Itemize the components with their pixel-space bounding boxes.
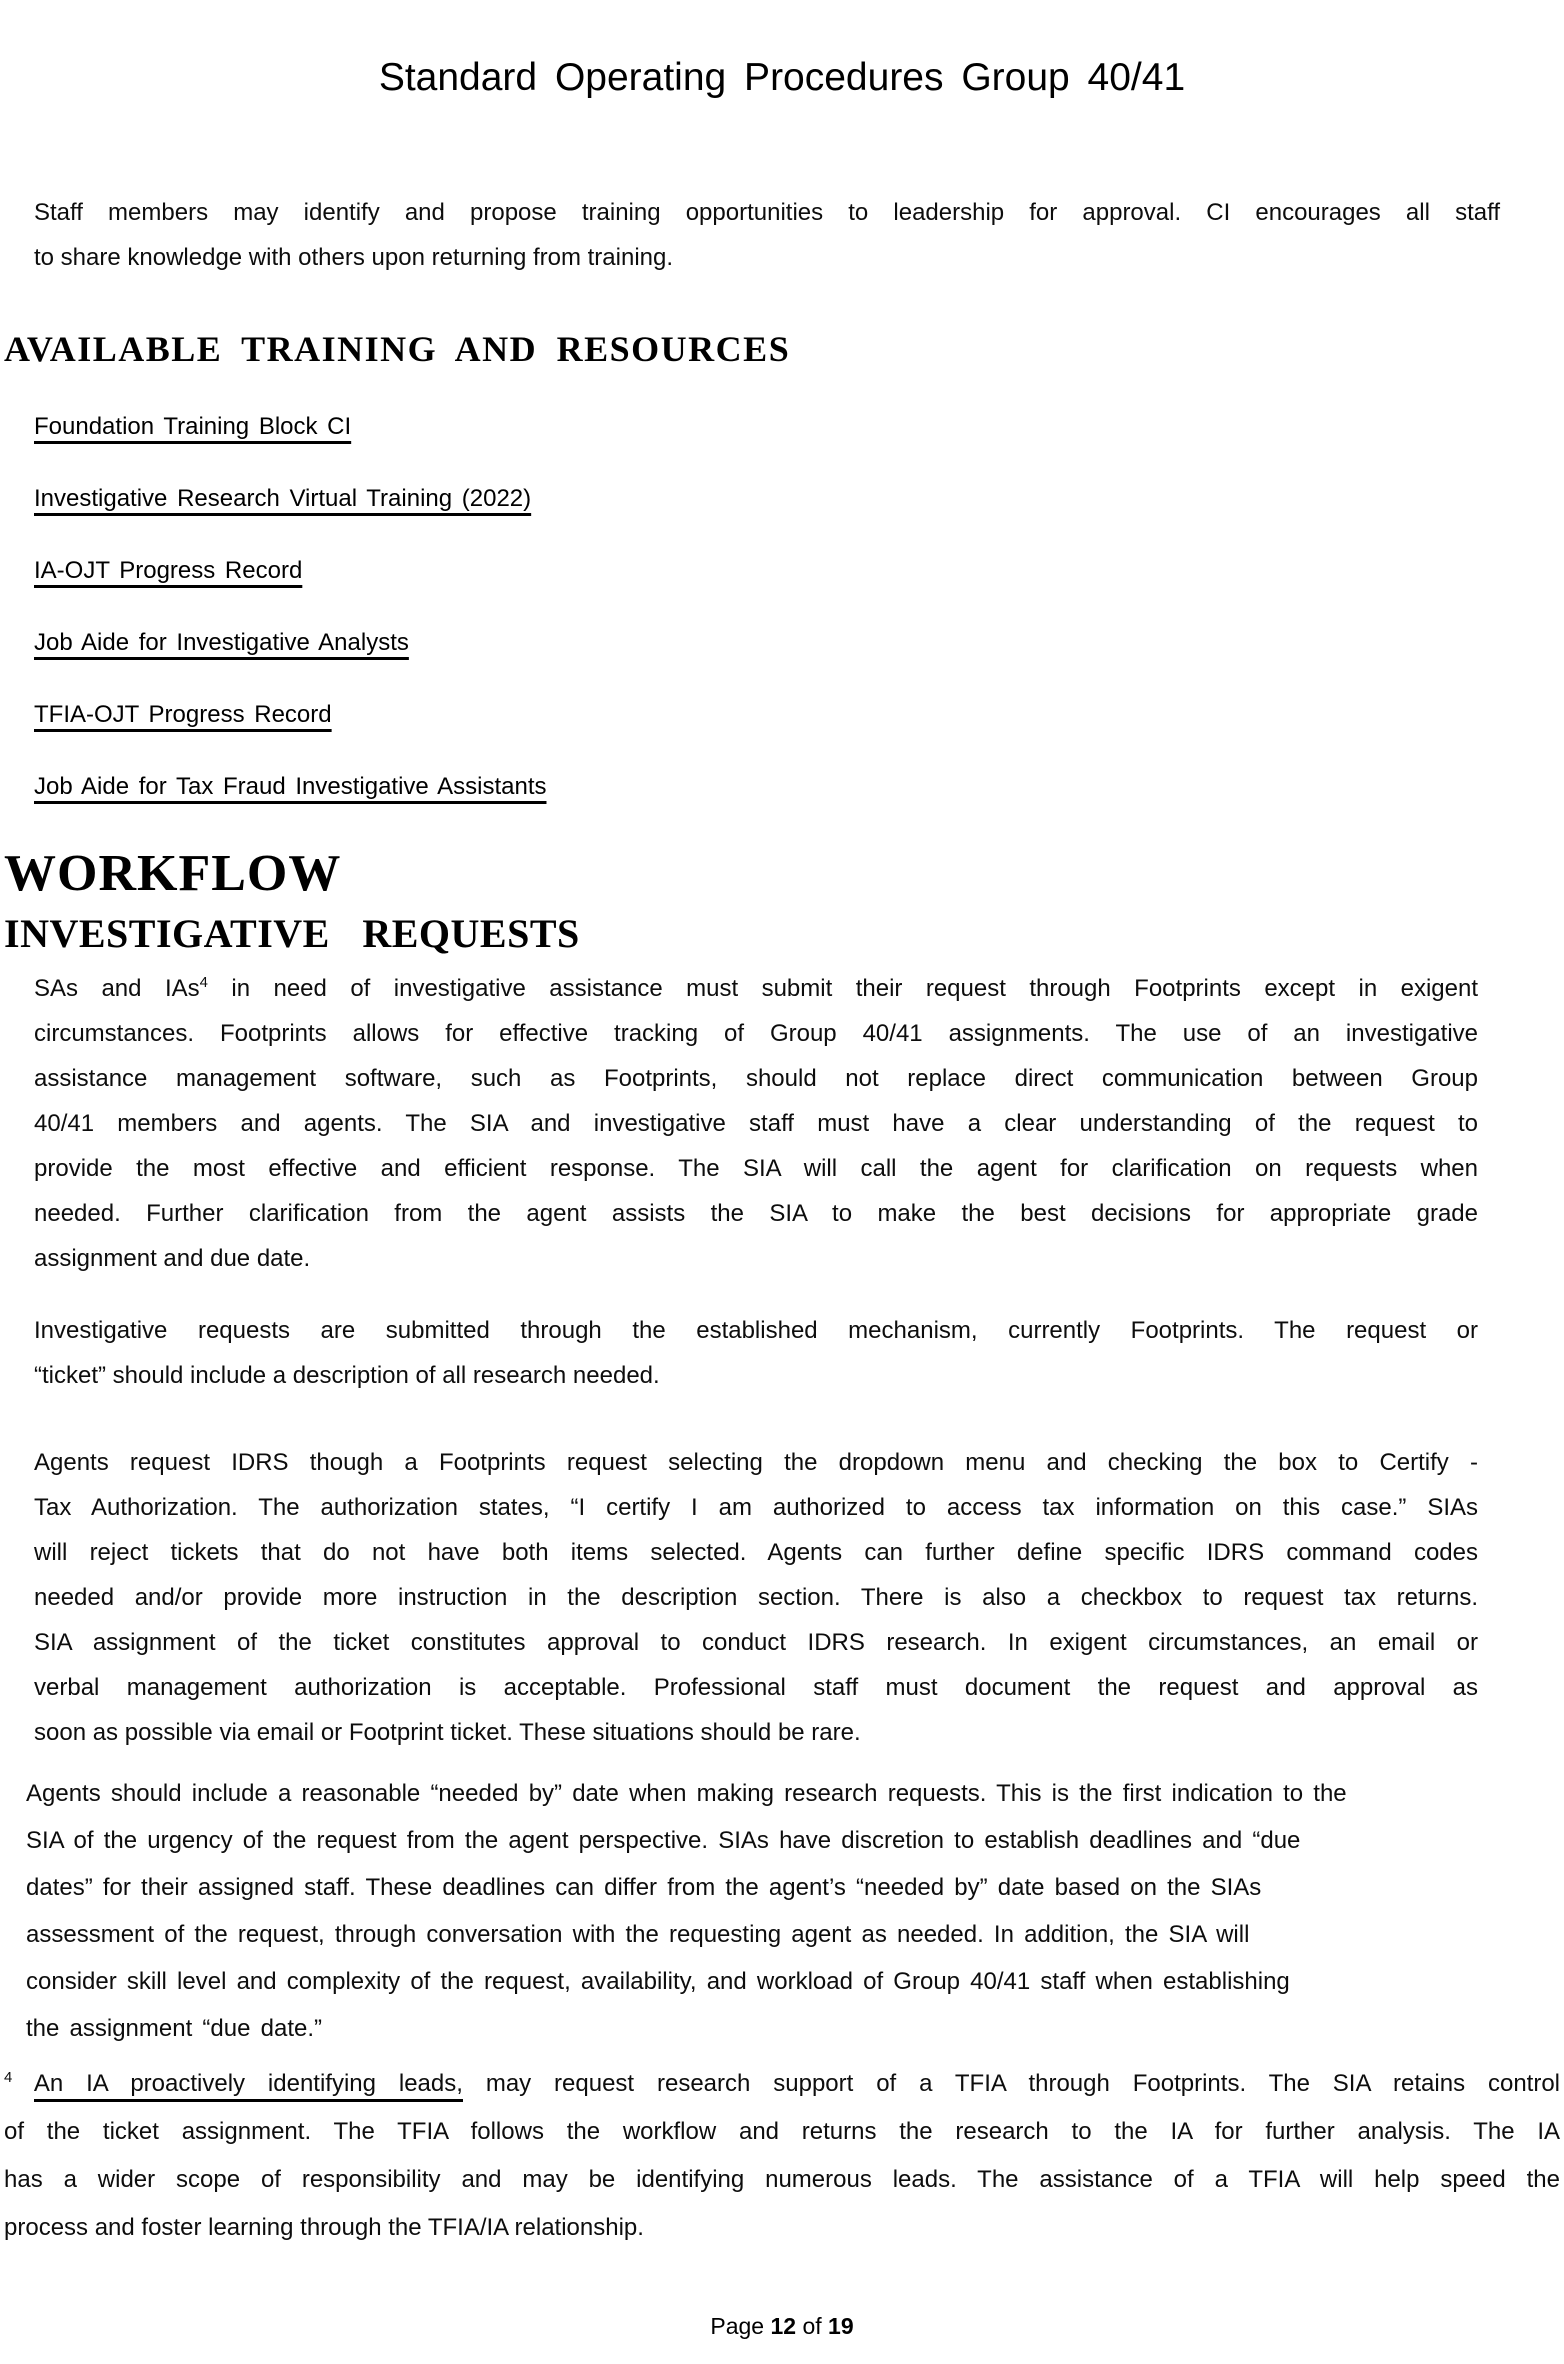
text-line: Tax Authorization. The authorization states, “I certify I am authorized to access tax information on this case.” SIAs [34,1494,1478,1521]
text-line: will reject tickets that do not have both items selected. Agents can further define specific IDRS command codes [34,1539,1478,1566]
text-line: verbal management authorization is acceptable. Professional staff must document the request and approval as [34,1674,1478,1701]
link-investigative-research-virtual-training[interactable]: Investigative Research Virtual Training (2022) [34,485,532,512]
text-line: circumstances. Footprints allows for effective tracking of Group 40/41 assignments. The use of an investigative [34,1020,1478,1047]
section-heading-workflow: WORKFLOW [4,845,342,902]
text-segment: SAs and IAs [34,975,200,1002]
link-tfia-ojt-progress-record[interactable]: TFIA-OJT Progress Record [34,701,332,728]
document-title: Standard Operating Procedures Group 40/41 [378,56,1186,99]
text-line: consider skill level and complexity of the request, availability, and workload of Group 40/41 staff when establishing [26,1968,1290,1995]
text-line: 40/41 members and agents. The SIA and investigative staff must have a clear understanding of the request to [34,1110,1478,1137]
training-links-list [34,412,1564,802]
text-line: SIA of the urgency of the request from the agent perspective. SIAs have discretion to establish deadlines and “due [26,1827,1301,1854]
text-line [34,966,1478,1011]
section-heading-available-training: AVAILABLE TRAINING AND RESOURCES [4,329,791,369]
text-segment: in need of investigative assistance must submit their request through Footprints except in exigent [231,975,1478,1002]
text-line: assessment of the request, through conversation with the requesting agent as needed. In addition, the SIA will [26,1921,1250,1948]
text-line: needed. Further clarification from the agent assists the SIA to make the best decisions for appropriate grade [34,1200,1478,1227]
text-line: of the ticket assignment. The TFIA follows the workflow and returns the research to the IA for further analysis. The IA [4,2118,1560,2145]
link-foundation-training-block-ci[interactable]: Foundation Training Block CI [34,413,352,440]
text-line: Agents request IDRS though a Footprints request selecting the dropdown menu and checking the box to Certify - [34,1449,1478,1476]
paragraph-investigative-requests-1 [34,966,1478,1281]
text-line: to share knowledge with others upon returning from training. [34,244,674,271]
paragraph-investigative-requests-2 [34,1308,1478,1398]
footer-label-of: of [802,2313,822,2339]
text-line: assignment and due date. [34,1245,311,1272]
paragraph-investigative-requests-4 [26,1770,1554,2052]
link-job-aide-investigative-analysts[interactable]: Job Aide for Investigative Analysts [34,629,409,656]
footer-label-page: Page [710,2313,765,2339]
text-line [4,2060,1560,2108]
text-segment: may request research support of a TFIA through Footprints. The SIA retains control [485,2070,1561,2097]
text-line: assistance management software, such as Footprints, should not replace direct communication between Group [34,1065,1478,1092]
footnote [4,2060,1560,2252]
page-number: 12 [770,2313,797,2339]
text-line: has a wider scope of responsibility and may be identifying numerous leads. The assistance of a TFIA will help speed the [4,2166,1560,2193]
link-job-aide-tax-fraud-investigative-assistants[interactable]: Job Aide for Tax Fraud Investigative Assistants [34,773,547,800]
paragraph-investigative-requests-3 [34,1440,1478,1755]
text-line: needed and/or provide more instruction in the description section. There is also a checkbox to request tax returns. [34,1584,1478,1611]
text-line: provide the most effective and efficient response. The SIA will call the agent for clarification on requests when [34,1155,1478,1182]
link-ia-ojt-progress-record[interactable]: IA-OJT Progress Record [34,557,303,584]
text-line: “ticket” should include a description of all research needed. [34,1362,660,1389]
text-line: the assignment “due date.” [26,2015,323,2042]
footnote-underlined-text: An IA proactively identifying leads, [34,2070,463,2102]
intro-paragraph [34,190,1500,280]
text-line: Staff members may identify and propose training opportunities to leadership for approval. CI encourages all staff [34,199,1500,226]
text-line: process and foster learning through the TFIA/IA relationship. [4,2214,644,2241]
section-heading-investigative-requests: INVESTIGATIVE REQUESTS [4,911,580,956]
text-line: Investigative requests are submitted through the established mechanism, currently Footprints. The request or [34,1317,1478,1344]
text-line: dates” for their assigned staff. These deadlines can differ from the agent’s “needed by” date based on the SIAs [26,1874,1262,1901]
text-line: SIA assignment of the ticket constitutes approval to conduct IDRS research. In exigent circumstances, an email or [34,1629,1478,1656]
text-line: soon as possible via email or Footprint ticket. These situations should be rare. [34,1719,861,1746]
text-line: Agents should include a reasonable “needed by” date when making research requests. This is the first indication to the [26,1780,1347,1807]
total-pages: 19 [828,2313,854,2339]
page-footer [0,2313,1564,2340]
footnote-reference-marker: 4 [199,975,208,991]
footnote-marker: 4 [4,2070,13,2086]
